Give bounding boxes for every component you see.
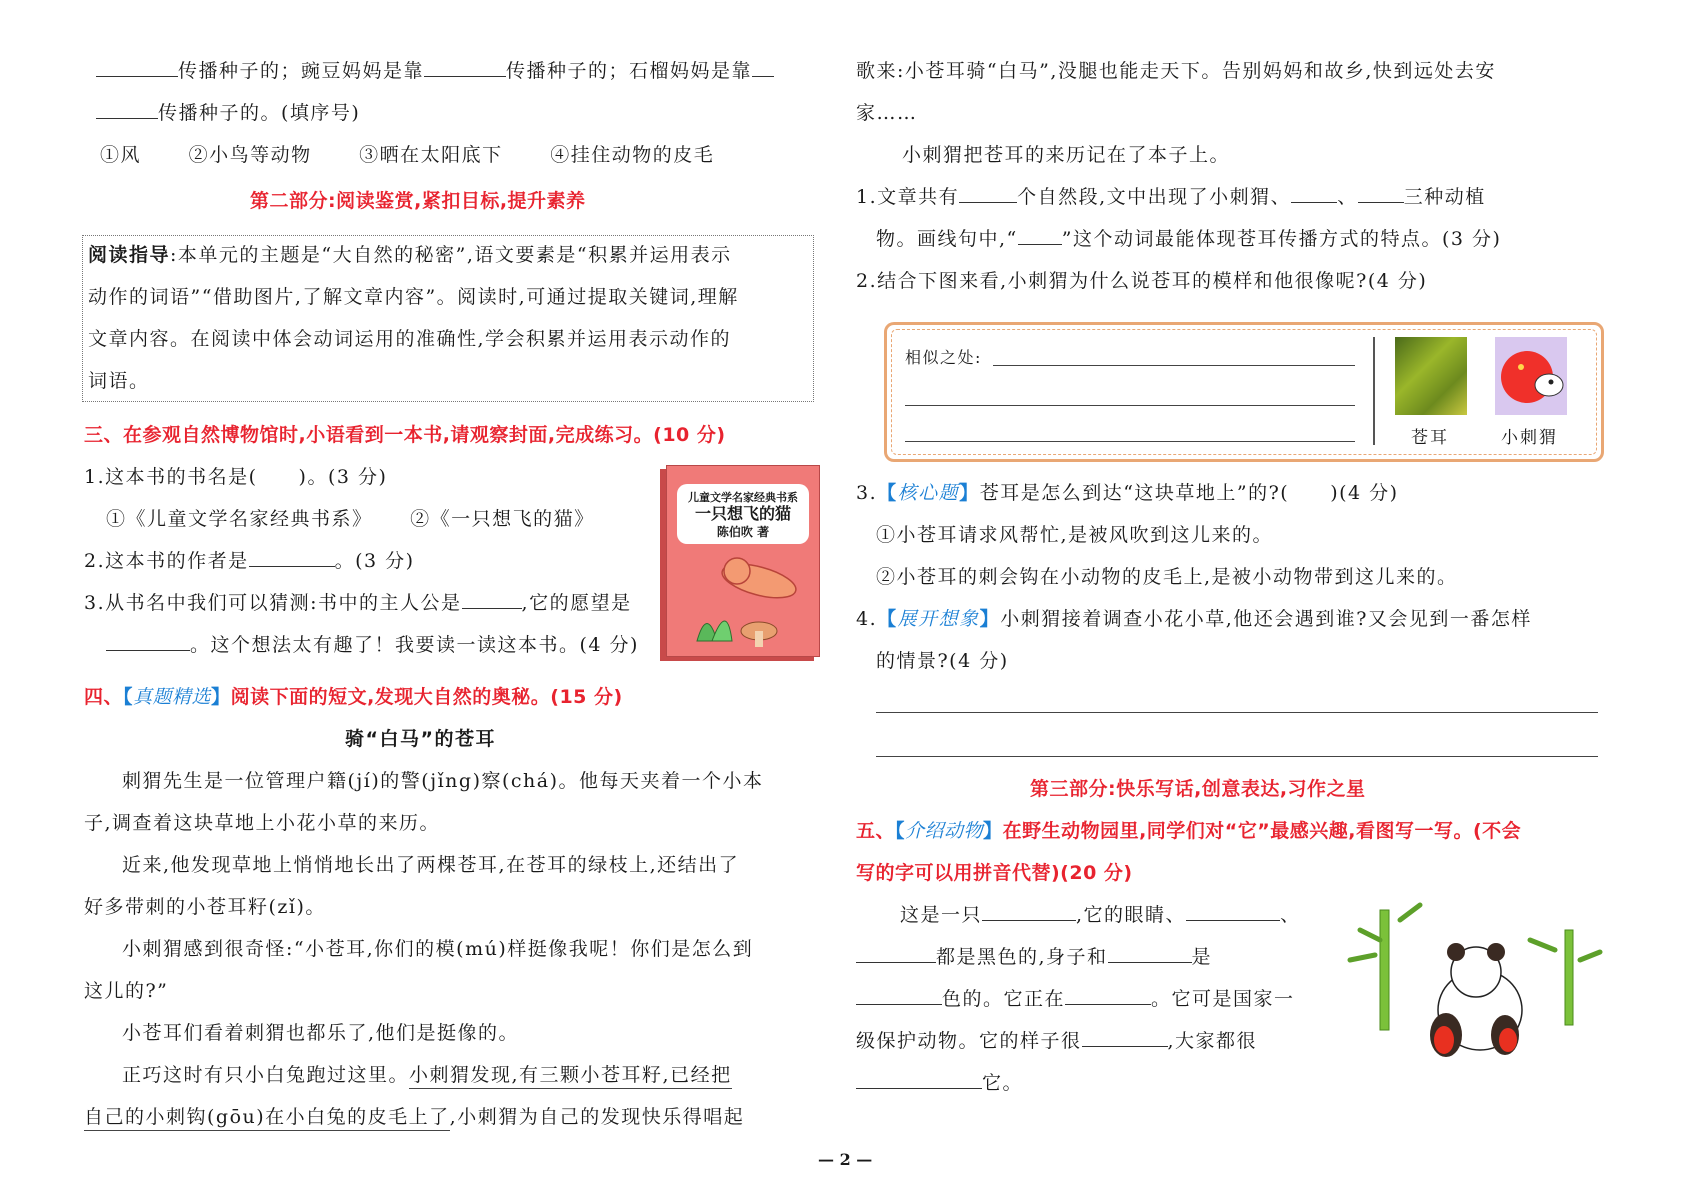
text: 传播种子的；豌豆妈妈是靠	[178, 60, 425, 82]
continuation-line: 家……	[856, 102, 918, 124]
answer-blank[interactable]	[96, 98, 158, 119]
bracket-open: 【	[877, 608, 898, 630]
r-q4-cont: 的情景?(4 分)	[876, 650, 1009, 672]
option: ②小鸟等动物	[188, 144, 312, 166]
cat-illustration	[667, 466, 819, 656]
r-q3-option: ①小苍耳请求风帮忙,是被风吹到这儿来的。	[876, 524, 1274, 546]
q3-title: 三、在参观自然博物馆时,小语看到一本书,请观察封面,完成练习。(10 分)	[84, 424, 726, 446]
answer-blank[interactable]	[1018, 224, 1062, 245]
answer-blank[interactable]	[249, 546, 335, 567]
bracket-open: 【	[895, 820, 906, 842]
fill-line-4	[856, 1026, 1257, 1056]
r-q2: 2.结合下图来看,小刺猬为什么说苍耳的模样和他很像呢?(4 分)	[856, 270, 1428, 292]
paragraph-line: 这儿的?”	[84, 980, 169, 1002]
paragraph-line: 刺猬先生是一位管理户籍(jí)的警(jǐng)察(chá)。他每天夹着一个小本	[122, 770, 764, 792]
answer-blank[interactable]	[462, 588, 522, 609]
bracket-close: 】	[959, 482, 980, 504]
answer-blank[interactable]	[1358, 182, 1404, 203]
paragraph-line: 小刺猬感到很奇怪:“小苍耳,你们的模(mú)样挺像我呢！你们是怎么到	[122, 938, 754, 960]
answer-blank[interactable]	[1082, 1026, 1168, 1047]
q4-prefix: 四、	[84, 686, 124, 708]
panda-bamboo-illustration	[1340, 900, 1610, 1070]
answer-line[interactable]	[905, 405, 1355, 406]
text: 传播种子的；石榴妈妈是靠	[506, 60, 753, 82]
answer-blank[interactable]	[424, 56, 506, 77]
bracket-close: 】	[211, 686, 231, 708]
cocklebur-image	[1395, 337, 1467, 415]
text: 级保护动物。它的样子很	[856, 1030, 1082, 1052]
page-number: — 2 —	[818, 1150, 873, 1169]
paragraph-line	[122, 1060, 732, 1090]
underlined-sentence: 自己的小刺钩(gōu)在小白兔的皮毛上了	[84, 1106, 450, 1131]
part2-title: 第二部分:阅读鉴赏,紧扣目标,提升素养	[250, 190, 586, 212]
text: 。它可是国家一	[1151, 988, 1295, 1010]
text: 个自然段,文中出现了小刺猬、	[1017, 186, 1292, 208]
continuation-line: 小刺猬把苍耳的来历记在了本子上。	[902, 144, 1231, 166]
continuation-line: 歌来:小苍耳骑“白马”,没腿也能走天下。告别妈妈和故乡,快到远处去安	[856, 60, 1496, 82]
answer-blank[interactable]	[959, 182, 1017, 203]
fill-line-1	[900, 900, 1301, 930]
text: 是	[1191, 946, 1213, 968]
text: ”这个动词最能体现苍耳传播方式的特点。(3 分)	[1061, 228, 1502, 250]
answer-blank[interactable]	[982, 900, 1076, 921]
answer-line[interactable]	[876, 712, 1598, 713]
text: 1.文章共有	[856, 186, 960, 208]
q3-sub1: 1.这本书的书名是( )。(3 分)	[84, 466, 388, 488]
answer-blank[interactable]	[106, 630, 190, 651]
paragraph-line	[84, 1102, 744, 1132]
r-q3	[856, 478, 1399, 508]
bracket-open: 【	[877, 482, 898, 504]
cocklebur-caption: 苍耳	[1411, 428, 1449, 448]
answer-blank[interactable]	[96, 56, 178, 77]
paragraph-line: 小苍耳们看着刺猬也都乐了,他们是挺像的。	[122, 1022, 520, 1044]
q-tag: 核心题	[897, 482, 960, 504]
answer-blank[interactable]	[1108, 942, 1192, 963]
fill-line-2	[856, 942, 1212, 972]
compare-box	[884, 322, 1604, 462]
guide-line-2: 动作的词语”“借助图片,了解文章内容”。阅读时,可通过提取关键词,理解	[88, 286, 739, 308]
q3-sub1-options	[106, 504, 595, 534]
text: 阅读下面的短文,发现大自然的奥秘。(15 分)	[230, 686, 623, 708]
fill-line-3	[856, 984, 1295, 1014]
r-q3-option: ②小苍耳的刺会钩在小动物的皮毛上,是被小动物带到这儿来的。	[876, 566, 1458, 588]
q5-title	[856, 816, 1521, 846]
text: 。这个想法太有趣了！我要读一读这本书。(4 分)	[190, 634, 639, 656]
part3-title: 第三部分:快乐写话,创意表达,习作之星	[1030, 778, 1366, 800]
q3-sub3-cont	[106, 630, 639, 660]
text: ,大家都很	[1167, 1030, 1258, 1052]
text: 、	[1280, 904, 1301, 926]
divider	[1373, 337, 1375, 445]
q4-tag: 真题精选	[133, 686, 212, 708]
answer-blank[interactable]	[856, 984, 942, 1005]
answer-line[interactable]	[993, 365, 1355, 366]
answer-blank[interactable]	[1065, 984, 1151, 1005]
bracket-close: 】	[979, 608, 1001, 630]
compare-inner-border	[891, 329, 1597, 455]
text: 2.这本书的作者是	[84, 550, 249, 572]
paragraph-line: 近来,他发现草地上悄悄地长出了两棵苍耳,在苍耳的绿枝上,还结出了	[122, 854, 740, 876]
book-author: 陈伯吹 著	[716, 525, 770, 539]
answer-line[interactable]	[876, 756, 1598, 757]
carryover-options	[100, 140, 714, 170]
text: 小刺猬接着调查小花小草,他还会遇到谁?又会见到一番怎样	[1000, 608, 1532, 630]
text: 苍耳是怎么到达“这块草地上”的?( )(4 分)	[979, 482, 1399, 504]
r-q4	[856, 604, 1532, 634]
hedgehog-icon	[1495, 337, 1567, 415]
carryover-line-2	[96, 98, 360, 128]
fill-line-5	[856, 1068, 1023, 1098]
answer-blank[interactable]	[752, 56, 774, 77]
text: :本单元的主题是“大自然的秘密”,语文要素是“积累并运用表示	[170, 244, 732, 266]
book-cover-image	[666, 465, 820, 657]
hedgehog-caption: 小刺猬	[1501, 428, 1558, 448]
text: ,它的愿望是	[521, 592, 632, 614]
hedgehog-image	[1495, 337, 1567, 415]
q3-sub2	[84, 546, 415, 576]
text: 物。画线句中,“	[876, 228, 1018, 250]
text: 、	[1337, 186, 1358, 208]
r-q1-line2	[876, 224, 1501, 254]
bracket-open: 【	[123, 686, 134, 708]
text: 正巧这时有只小白兔跑过这里。	[122, 1064, 410, 1086]
q-tag: 展开想象	[897, 608, 980, 630]
text: 它。	[982, 1072, 1024, 1094]
text: 色的。它正在	[942, 988, 1066, 1010]
answer-blank[interactable]	[856, 1068, 982, 1089]
answer-line[interactable]	[905, 441, 1355, 442]
carryover-line-1	[96, 56, 774, 86]
q3-sub3	[84, 588, 632, 618]
option: ②《一只想飞的猫》	[410, 508, 595, 530]
paragraph-line: 子,调查着这块草地上小花小草的来历。	[84, 812, 441, 834]
similarity-label: 相似之处:	[905, 348, 982, 367]
option: ①《儿童文学名家经典书系》	[106, 508, 373, 530]
option: ①风	[100, 144, 142, 166]
answer-blank[interactable]	[1186, 900, 1280, 921]
underlined-sentence: 小刺猬发现,有三颗小苍耳籽,已经把	[409, 1064, 732, 1089]
answer-blank[interactable]	[1291, 182, 1337, 203]
guide-line-3: 文章内容。在阅读中体会动词运用的准确性,学会积累并运用表示动作的	[88, 328, 732, 350]
q5-tag: 介绍动物	[905, 820, 984, 842]
text: 3.	[856, 482, 878, 504]
option: ③晒在太阳底下	[359, 144, 503, 166]
answer-blank[interactable]	[856, 942, 936, 963]
text: 这是一只	[900, 904, 983, 926]
text: 在野生动物园里,同学们对“它”最感兴趣,看图写一写。(不会	[1002, 820, 1522, 842]
r-q1-line1	[856, 182, 1486, 212]
text: ,它的眼睛、	[1076, 904, 1187, 926]
text: 3.从书名中我们可以猜测:书中的主人公是	[84, 592, 462, 614]
text: 4.	[856, 608, 878, 630]
guide-title: 阅读指导	[88, 244, 171, 266]
guide-line-1	[88, 240, 732, 270]
guide-line-4: 词语。	[88, 370, 150, 392]
bracket-close: 】	[983, 820, 1003, 842]
text: 三种动植	[1403, 186, 1486, 208]
book-series: 儿童文学名家经典书系	[688, 491, 798, 504]
q5-title-cont: 写的字可以用拼音代替)(20 分)	[856, 862, 1133, 884]
q4-title	[84, 682, 623, 712]
text: 传播种子的。(填序号)	[158, 102, 361, 124]
book-title: 一只想飞的猫	[694, 504, 791, 523]
text: 都是黑色的,身子和	[936, 946, 1108, 968]
option: ④挂住动物的皮毛	[550, 144, 715, 166]
article-title: 骑“白马”的苍耳	[345, 728, 496, 750]
text: 。(3 分)	[334, 550, 415, 572]
paragraph-line: 好多带刺的小苍耳籽(zǐ)。	[84, 896, 326, 918]
q5-prefix: 五、	[856, 820, 896, 842]
text: ,小刺猬为自己的发现快乐得唱起	[449, 1106, 745, 1128]
